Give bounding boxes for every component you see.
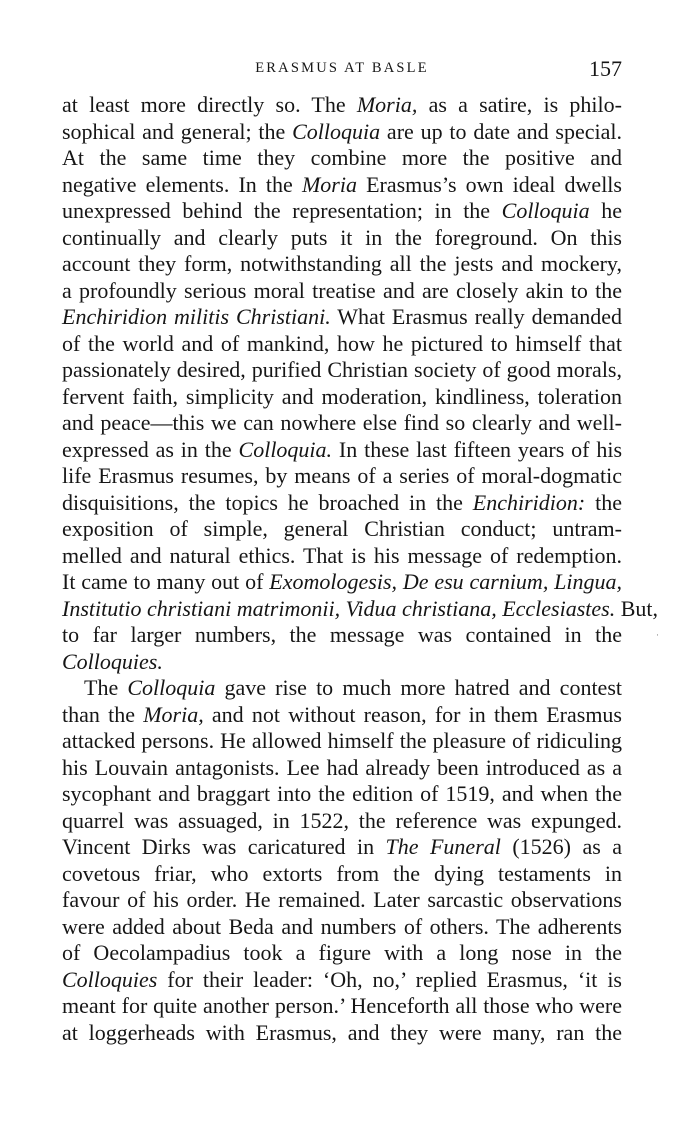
text-line: and peace—this we can nowhere else find so clearly and well- <box>62 410 622 435</box>
text-line: attacked persons. He allowed himself the pleasure of ridiculing <box>62 728 622 753</box>
text-line: life Erasmus resumes, by means of a series of moral-dogmatic <box>62 463 622 488</box>
text-line: a profoundly serious moral treatise and are closely akin to the <box>62 277 622 303</box>
text-line: It came to many out of Exomologesis, De esu carnium, Lingua, <box>62 569 622 594</box>
running-head <box>62 56 622 82</box>
text-line: negative elements. In the Moria Erasmus’s own ideal dwells <box>62 171 622 197</box>
text-line: Colloquies. <box>62 648 163 674</box>
text-line: were added about Beda and numbers of others. The adherents <box>62 913 622 939</box>
text-line: exposition of simple, general Christian conduct; untram- <box>62 516 622 541</box>
text-line: at least more directly so. The Moria, as a satire, is philo- <box>62 92 622 117</box>
text-line: to far larger numbers, the message was contained in the <box>62 622 622 647</box>
text-line: fervent faith, simplicity and moderation, kindliness, toleration <box>62 383 622 409</box>
body-text <box>62 92 659 1046</box>
text-line: his Louvain antagonists. Lee had already been introduced as a <box>62 754 622 780</box>
text-line: favour of his order. He remained. Later sarcastic observations <box>62 887 622 912</box>
running-title: ERASMUS AT BASLE <box>255 60 429 76</box>
margin-mark: · <box>656 630 659 640</box>
text-line: unexpressed behind the representation; in the Colloquia he <box>62 198 622 223</box>
text-line: The Colloquia gave rise to much more hatred and contest <box>84 675 622 700</box>
text-line: of Oecolampadius took a figure with a long nose in the <box>62 940 622 965</box>
text-line: melled and natural ethics. That is his message of redemption. <box>62 542 622 568</box>
text-line: at loggerheads with Erasmus, and they were many, ran the <box>62 1019 622 1045</box>
text-line: sycophant and braggart into the edition of 1519, and when the <box>62 781 622 806</box>
text-line: Colloquies for their leader: ‘Oh, no,’ replied Erasmus, ‘it is <box>62 966 622 992</box>
text-line: account they form, notwithstanding all the jests and mockery, <box>62 251 622 276</box>
text-line: covetous friar, who extorts from the dying testaments in <box>62 860 622 886</box>
text-line: disquisitions, the topics he broached in the Enchiridion: the <box>62 489 622 515</box>
text-line: meant for quite another person.’ Henceforth all those who were <box>62 993 622 1018</box>
text-line: passionately desired, purified Christian society of good morals, <box>62 357 622 382</box>
text-line: Institutio christiani matrimonii, Vidua christiana, Ecclesiastes. But, <box>62 595 659 621</box>
text-line: Enchiridion militis Christiani. What Erasmus really demanded <box>62 304 623 329</box>
page-number: 157 <box>589 56 622 81</box>
text-line: At the same time they combine more the positive and <box>62 145 622 170</box>
text-line: quarrel was assuaged, in 1522, the reference was expunged. <box>62 807 622 833</box>
text-line: sophical and general; the Colloquia are up to date and special. <box>62 118 622 144</box>
text-line: of the world and of mankind, how he pictured to himself that <box>62 330 622 356</box>
text-line: Vincent Dirks was caricatured in The Funeral (1526) as a <box>62 834 622 859</box>
text-line: expressed as in the Colloquia. In these last fifteen years of his <box>62 436 623 462</box>
text-line: than the Moria, and not without reason, for in them Erasmus <box>62 701 622 727</box>
text-line: continually and clearly puts it in the foreground. On this <box>62 224 622 250</box>
